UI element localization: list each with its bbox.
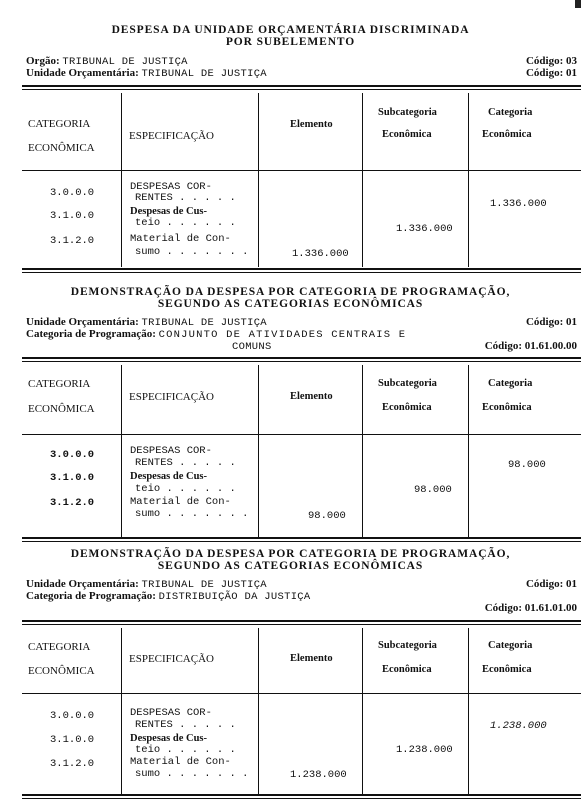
section3-categoria-code	[485, 602, 577, 614]
section1-unidade-code	[526, 67, 577, 79]
table3-top-rule	[22, 620, 581, 625]
section3-categoria	[26, 590, 311, 603]
categoria-code-label: Código:	[484, 602, 522, 614]
table2-spec-l3: Despesas de Cus-	[130, 471, 208, 482]
table2-header-categoria: CATEGORIA	[28, 378, 91, 390]
section3-unidade-code	[526, 578, 577, 590]
table1-spec-l2: RENTES . . . . .	[135, 192, 236, 204]
categoria-label: Categoria de Programação:	[26, 328, 156, 340]
table2-header-categoria-right: Categoria	[488, 378, 533, 389]
table1-col-divider	[362, 93, 363, 267]
categoria-label: Categoria de Programação:	[26, 590, 156, 602]
table1-col-divider	[468, 93, 469, 267]
table2-header-especificacao: ESPECIFICAÇÃO	[129, 391, 214, 403]
table3-spec-l1: DESPESAS COR-	[130, 707, 212, 719]
orgao-code-label: Código:	[525, 55, 564, 67]
table3-col-divider	[468, 628, 469, 794]
table1-code-row2: 3.1.0.0	[50, 210, 95, 222]
table2-top-rule	[22, 357, 581, 362]
unidade-label: Unidade Orçamentária:	[26, 578, 139, 590]
unidade-code: 01	[566, 316, 577, 328]
table1-header-subcat-economica: Econômica	[382, 129, 432, 140]
unidade-value: TRIBUNAL DE JUSTIÇA	[141, 317, 267, 329]
table1-spec-l5: Material de Con-	[130, 233, 231, 245]
table3-spec-l2: RENTES . . . . .	[135, 719, 236, 731]
table1-col-divider	[121, 93, 122, 267]
table2-header-economica: ECONÔMICA	[28, 403, 95, 415]
table3-header-categoria: CATEGORIA	[28, 641, 91, 653]
table1-categoria-value: 1.336.000	[490, 198, 547, 210]
table1-spec-l4: teio . . . . . .	[135, 217, 236, 229]
section2-categoria	[26, 328, 406, 341]
categoria-value-line2: COMUNS	[232, 341, 272, 353]
table2-spec-l2: RENTES . . . . .	[135, 457, 236, 469]
table2-elemento-value: 98.000	[308, 510, 346, 522]
table3-header-rule	[22, 693, 581, 694]
section3-title-line2: SEGUNDO AS CATEGORIAS ECONÔMICAS	[157, 560, 424, 572]
table2-bottom-rule	[22, 537, 581, 542]
section1-title-line1: DESPESA DA UNIDADE ORÇAMENTÁRIA DISCRIMINADA	[111, 24, 470, 36]
table3-code-row2: 3.1.0.0	[50, 734, 95, 746]
table1-spec-l3: Despesas de Cus-	[130, 206, 208, 217]
table2-code-row1: 3.0.0.0	[50, 449, 95, 461]
table1-header-especificacao: ESPECIFICAÇÃO	[129, 130, 214, 142]
table1-header-categoria: CATEGORIA	[28, 118, 91, 130]
unidade-value: TRIBUNAL DE JUSTIÇA	[141, 579, 267, 591]
table3-col-divider	[258, 628, 259, 794]
table2-header-subcat-economica: Econômica	[382, 402, 432, 413]
table1-bottom-rule	[22, 268, 581, 273]
table2-header-elemento: Elemento	[290, 391, 333, 402]
table1-header-subcategoria: Subcategoria	[378, 107, 437, 118]
table2-spec-l4: teio . . . . . .	[135, 483, 236, 495]
table3-header-especificacao: ESPECIFICAÇÃO	[129, 653, 214, 665]
unidade-value: TRIBUNAL DE JUSTIÇA	[141, 68, 267, 80]
section3-title-line1: DEMONSTRAÇÃO DA DESPESA POR CATEGORIA DE PROGRAMAÇÃO,	[70, 548, 511, 560]
section2-title-line1: DEMONSTRAÇÃO DA DESPESA POR CATEGORIA DE PROGRAMAÇÃO,	[70, 286, 511, 298]
table3-header-subcat-economica: Econômica	[382, 664, 432, 675]
table1-subcategoria-value: 1.336.000	[396, 223, 453, 235]
table1-elemento-value: 1.336.000	[292, 248, 349, 260]
section1-orgao-code	[526, 55, 577, 67]
categoria-value: DISTRIBUIÇÃO DA JUSTIÇA	[158, 591, 311, 603]
unidade-code-label: Código:	[525, 67, 564, 79]
unidade-label: Unidade Orçamentária:	[26, 316, 139, 328]
table2-col-divider	[258, 365, 259, 537]
table3-spec-l5: Material de Con-	[130, 756, 231, 768]
unidade-code: 01	[566, 578, 577, 590]
orgao-label: Orgão:	[26, 55, 60, 67]
unidade-code-label: Código:	[525, 578, 564, 590]
table3-header-elemento: Elemento	[290, 653, 333, 664]
table3-spec-l6: sumo . . . . . . .	[135, 768, 249, 780]
table2-header-subcategoria: Subcategoria	[378, 378, 437, 389]
section2-unidade-code	[526, 316, 577, 328]
table3-code-row3: 3.1.2.0	[50, 758, 95, 770]
table1-code-row1: 3.0.0.0	[50, 187, 95, 199]
table3-header-categoria-right: Categoria	[488, 640, 533, 651]
table2-code-row3: 3.1.2.0	[50, 497, 95, 509]
orgao-value: TRIBUNAL DE JUSTIÇA	[62, 56, 188, 68]
categoria-code: 01.61.01.00	[524, 602, 577, 614]
table3-col-divider	[121, 628, 122, 794]
table3-header-subcategoria: Subcategoria	[378, 640, 437, 651]
table2-col-divider	[362, 365, 363, 537]
table2-spec-l5: Material de Con-	[130, 496, 231, 508]
categoria-code-label: Código:	[484, 340, 522, 352]
table2-header-rule	[22, 434, 581, 435]
table3-header-categ-economica: Econômica	[482, 664, 532, 675]
table1-header-categ-economica: Econômica	[482, 129, 532, 140]
table3-header-economica: ECONÔMICA	[28, 665, 95, 677]
section1-title-line2: POR SUBELEMENTO	[225, 36, 356, 48]
section2-categoria-line2	[232, 340, 272, 353]
table1-header-rule	[22, 170, 581, 171]
section2-title-line2: SEGUNDO AS CATEGORIAS ECONÔMICAS	[157, 298, 424, 310]
table3-bottom-rule	[22, 794, 581, 799]
table1-col-divider	[258, 93, 259, 267]
categoria-code: 01.61.00.00	[524, 340, 577, 352]
table2-categoria-value: 98.000	[508, 459, 546, 471]
section2-categoria-code	[485, 340, 577, 352]
table2-header-categ-economica: Econômica	[482, 402, 532, 413]
table3-spec-l3: Despesas de Cus-	[130, 733, 208, 744]
table3-spec-l4: teio . . . . . .	[135, 744, 236, 756]
unidade-code: 01	[566, 67, 577, 79]
table3-categoria-value: 1.238.000	[490, 720, 547, 732]
table2-spec-l1: DESPESAS COR-	[130, 445, 212, 457]
section1-unidade	[26, 67, 267, 80]
table2-code-row2: 3.1.0.0	[50, 472, 95, 484]
table2-col-divider	[121, 365, 122, 537]
table1-spec-l6: sumo . . . . . . .	[135, 246, 249, 258]
orgao-code: 03	[566, 55, 577, 67]
table3-elemento-value: 1.238.000	[290, 769, 347, 781]
table2-col-divider	[468, 365, 469, 537]
table3-col-divider	[362, 628, 363, 794]
table1-header-economica: ECONÔMICA	[28, 142, 95, 154]
table1-code-row3: 3.1.2.0	[50, 235, 95, 247]
table3-code-row1: 3.0.0.0	[50, 710, 95, 722]
page-corner-mark	[575, 0, 581, 8]
categoria-value: CONJUNTO DE ATIVIDADES CENTRAIS E	[158, 329, 407, 341]
table3-subcategoria-value: 1.238.000	[396, 744, 453, 756]
unidade-code-label: Código:	[525, 316, 564, 328]
unidade-label: Unidade Orçamentária:	[26, 67, 139, 79]
table1-header-categoria-right: Categoria	[488, 107, 533, 118]
table1-top-rule	[22, 85, 581, 90]
table2-subcategoria-value: 98.000	[414, 484, 452, 496]
table2-spec-l6: sumo . . . . . . .	[135, 508, 249, 520]
table1-spec-l1: DESPESAS COR-	[130, 181, 212, 193]
table1-header-elemento: Elemento	[290, 119, 333, 130]
